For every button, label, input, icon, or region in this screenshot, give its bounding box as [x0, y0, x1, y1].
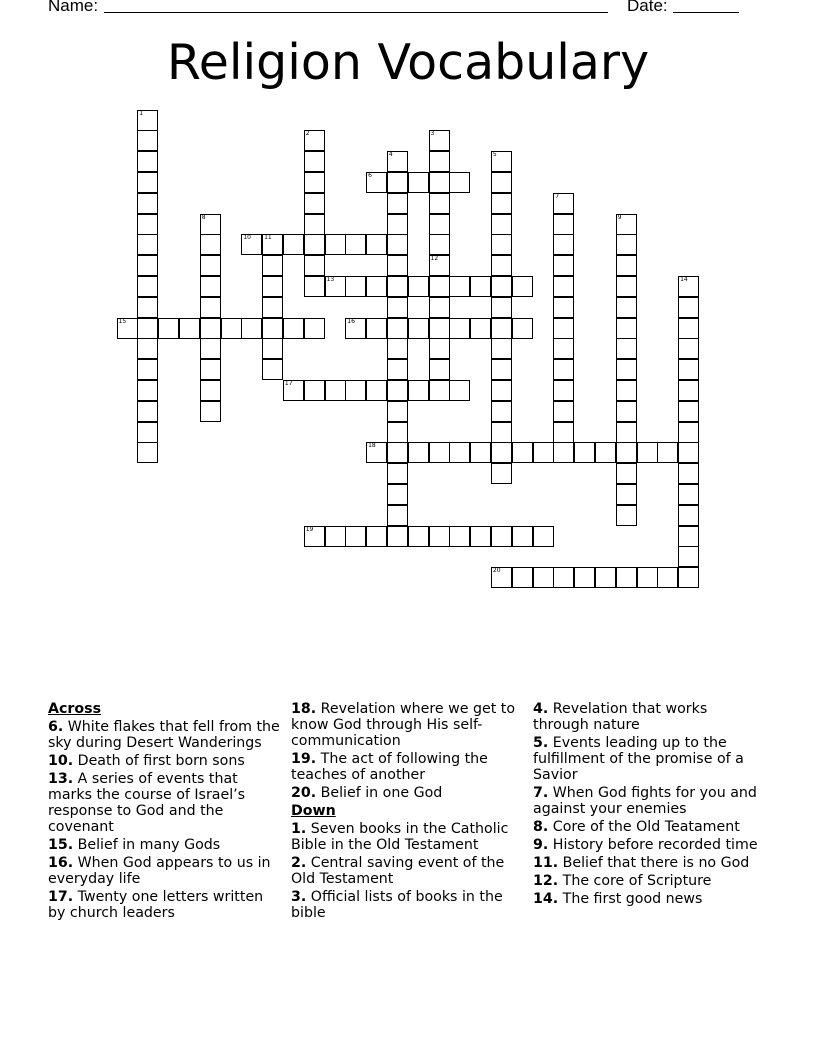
grid-cell[interactable]	[200, 255, 221, 276]
grid-cell[interactable]	[429, 255, 450, 276]
grid-cell[interactable]	[553, 359, 574, 380]
grid-cell[interactable]	[429, 214, 450, 235]
clue-number: 6.	[48, 719, 64, 735]
clue-item	[533, 785, 765, 817]
grid-cell[interactable]	[429, 338, 450, 359]
clue-text: Belief in many Gods	[77, 837, 221, 853]
grid-cell[interactable]	[158, 318, 179, 339]
grid-cell[interactable]	[657, 442, 678, 463]
grid-cell[interactable]	[325, 526, 346, 547]
cell-number: 17	[284, 379, 293, 387]
clue-text: The first good news	[562, 891, 703, 907]
grid-cell[interactable]	[616, 463, 637, 484]
date-label: Date:	[627, 0, 668, 15]
grid-cell[interactable]	[366, 526, 387, 547]
grid-cell[interactable]	[512, 276, 533, 297]
grid-cell[interactable]	[387, 463, 408, 484]
grid-cell[interactable]	[137, 338, 158, 359]
grid-cell[interactable]	[637, 442, 658, 463]
grid-cell[interactable]	[429, 172, 450, 193]
grid-cell[interactable]	[678, 297, 699, 318]
cell-number: 4	[388, 151, 393, 159]
grid-cell[interactable]	[616, 567, 637, 588]
cell-number: 9	[617, 213, 622, 221]
grid-cell[interactable]	[408, 172, 429, 193]
grid-cell[interactable]	[429, 130, 450, 151]
grid-cell[interactable]	[137, 172, 158, 193]
grid-cell[interactable]	[387, 318, 408, 339]
clue-item	[291, 701, 523, 749]
grid-cell[interactable]	[533, 526, 554, 547]
clue-item	[533, 819, 765, 835]
grid-cell[interactable]	[387, 193, 408, 214]
grid-cell[interactable]	[283, 318, 304, 339]
clues-column-3	[533, 701, 765, 909]
cell-number: 1	[139, 109, 144, 117]
grid-cell[interactable]	[366, 318, 387, 339]
grid-cell[interactable]	[678, 463, 699, 484]
grid-cell[interactable]	[470, 276, 491, 297]
grid-cell[interactable]	[512, 567, 533, 588]
grid-cell[interactable]	[241, 234, 262, 255]
cell-number: 19	[305, 525, 314, 533]
grid-cell[interactable]	[387, 380, 408, 401]
grid-cell[interactable]	[616, 505, 637, 526]
grid-cell[interactable]	[553, 318, 574, 339]
grid-cell[interactable]	[387, 526, 408, 547]
grid-cell[interactable]	[345, 318, 366, 339]
clue-item	[291, 751, 523, 783]
clue-number: 9.	[533, 837, 549, 853]
clue-text: Belief in one God	[320, 785, 443, 801]
grid-cell[interactable]	[429, 276, 450, 297]
clue-text: Revelation that works through nature	[533, 701, 708, 733]
grid-cell[interactable]	[408, 380, 429, 401]
grid-cell[interactable]	[137, 130, 158, 151]
clue-text: A series of events that marks the course of Israel’s response to God and the covenant	[48, 771, 246, 835]
grid-cell[interactable]	[429, 526, 450, 547]
grid-cell[interactable]	[678, 526, 699, 547]
grid-cell[interactable]	[137, 297, 158, 318]
grid-cell[interactable]	[678, 546, 699, 567]
grid-cell[interactable]	[137, 276, 158, 297]
grid-cell[interactable]	[304, 255, 325, 276]
clue-number: 4.	[533, 701, 549, 717]
clue-item	[291, 889, 523, 921]
grid-cell[interactable]	[553, 442, 574, 463]
grid-cell[interactable]	[304, 526, 325, 547]
clue-number: 12.	[533, 873, 559, 889]
grid-cell[interactable]	[304, 214, 325, 235]
clue-item	[533, 873, 765, 889]
grid-cell[interactable]	[616, 255, 637, 276]
grid-cell[interactable]	[387, 422, 408, 443]
grid-cell[interactable]	[678, 276, 699, 297]
grid-cell[interactable]	[678, 442, 699, 463]
grid-cell[interactable]	[491, 567, 512, 588]
grid-cell[interactable]	[616, 422, 637, 443]
grid-cell[interactable]	[491, 380, 512, 401]
clue-item	[48, 889, 280, 921]
grid-cell[interactable]	[200, 401, 221, 422]
cell-number: 14	[680, 275, 688, 283]
grid-cell[interactable]	[200, 359, 221, 380]
grid-cell[interactable]	[533, 442, 554, 463]
grid-cell[interactable]	[616, 338, 637, 359]
grid-cell[interactable]	[616, 234, 637, 255]
clue-text: Twenty one letters written by church leaders	[48, 889, 264, 921]
grid-cell[interactable]	[491, 172, 512, 193]
cell-number: 16	[347, 317, 355, 325]
grid-cell[interactable]	[512, 526, 533, 547]
grid-cell[interactable]	[657, 567, 678, 588]
grid-cell[interactable]	[137, 193, 158, 214]
clue-item	[291, 821, 523, 853]
grid-cell[interactable]	[366, 172, 387, 193]
down-heading: Down	[291, 803, 336, 819]
grid-cell[interactable]	[366, 276, 387, 297]
clue-text: Core of the Old Teatament	[552, 819, 740, 835]
clue-item	[48, 753, 280, 769]
clue-number: 7.	[533, 785, 549, 801]
grid-cell[interactable]	[200, 214, 221, 235]
grid-cell[interactable]	[429, 151, 450, 172]
grid-cell[interactable]	[137, 380, 158, 401]
cell-number: 5	[492, 151, 497, 159]
grid-cell[interactable]	[616, 318, 637, 339]
grid-cell[interactable]	[200, 276, 221, 297]
grid-cell[interactable]	[491, 214, 512, 235]
grid-cell[interactable]	[137, 110, 158, 131]
grid-cell[interactable]	[387, 338, 408, 359]
grid-cell[interactable]	[262, 318, 283, 339]
grid-cell[interactable]	[553, 255, 574, 276]
grid-cell[interactable]	[200, 380, 221, 401]
grid-cell[interactable]	[304, 380, 325, 401]
grid-cell[interactable]	[678, 401, 699, 422]
cell-number: 8	[201, 213, 206, 221]
grid-cell[interactable]	[449, 526, 470, 547]
clue-text: Death of first born sons	[77, 753, 245, 769]
grid-cell[interactable]	[408, 276, 429, 297]
clue-text: Belief that there is no God	[562, 855, 750, 871]
clue-text: White flakes that fell from the sky during Desert Wanderings	[48, 719, 280, 751]
grid-cell[interactable]	[241, 318, 262, 339]
grid-cell[interactable]	[262, 276, 283, 297]
grid-cell[interactable]	[429, 234, 450, 255]
grid-cell[interactable]	[304, 172, 325, 193]
grid-cell[interactable]	[408, 318, 429, 339]
grid-cell[interactable]	[345, 276, 366, 297]
grid-cell[interactable]	[200, 234, 221, 255]
clue-number: 2.	[291, 855, 307, 871]
clue-text: The act of following the teaches of another	[291, 751, 488, 783]
grid-cell[interactable]	[533, 567, 554, 588]
grid-cell[interactable]	[304, 151, 325, 172]
grid-cell[interactable]	[491, 255, 512, 276]
grid-cell[interactable]	[387, 401, 408, 422]
grid-cell[interactable]	[304, 193, 325, 214]
grid-cell[interactable]	[678, 505, 699, 526]
grid-cell[interactable]	[387, 297, 408, 318]
clue-text: Seven books in the Catholic Bible in the Old Testament	[291, 821, 509, 853]
clue-number: 8.	[533, 819, 549, 835]
clue-item	[48, 771, 280, 835]
grid-cell[interactable]	[512, 442, 533, 463]
grid-cell[interactable]	[429, 359, 450, 380]
grid-cell[interactable]	[616, 442, 637, 463]
clue-text: Events leading up to the fulfillment of the promise of a Savior	[533, 735, 744, 783]
cell-number: 11	[264, 234, 272, 242]
puzzle-title: Religion Vocabulary	[166, 34, 650, 91]
grid-cell[interactable]	[262, 255, 283, 276]
cell-number: 13	[326, 275, 335, 283]
grid-cell[interactable]	[449, 442, 470, 463]
grid-cell[interactable]	[137, 422, 158, 443]
grid-cell[interactable]	[387, 234, 408, 255]
grid-cell[interactable]	[262, 359, 283, 380]
grid-cell[interactable]	[262, 297, 283, 318]
clue-number: 19.	[291, 751, 317, 767]
clue-text: When God fights for you and against your enemies	[533, 785, 757, 817]
grid-cell[interactable]	[200, 338, 221, 359]
clue-number: 11.	[533, 855, 559, 871]
grid-cell[interactable]	[637, 567, 658, 588]
grid-cell[interactable]	[616, 214, 637, 235]
grid-cell[interactable]	[408, 526, 429, 547]
grid-cell[interactable]	[553, 297, 574, 318]
grid-cell[interactable]	[345, 380, 366, 401]
cell-number: 10	[243, 234, 251, 242]
grid-cell[interactable]	[345, 526, 366, 547]
grid-cell[interactable]	[512, 318, 533, 339]
across-heading: Across	[48, 701, 102, 717]
grid-cell[interactable]	[137, 214, 158, 235]
grid-cell[interactable]	[470, 442, 491, 463]
grid-cell[interactable]	[616, 297, 637, 318]
cell-number: 12	[430, 255, 439, 263]
grid-cell[interactable]	[200, 297, 221, 318]
clue-item	[48, 855, 280, 887]
grid-cell[interactable]	[262, 234, 283, 255]
grid-cell[interactable]	[553, 401, 574, 422]
grid-cell[interactable]	[137, 255, 158, 276]
clues-column-2	[291, 701, 523, 923]
grid-cell[interactable]	[574, 567, 595, 588]
clue-number: 20.	[291, 785, 317, 801]
grid-cell[interactable]	[387, 442, 408, 463]
clue-text: Central saving event of the Old Testament	[291, 855, 505, 887]
grid-cell[interactable]	[574, 442, 595, 463]
grid-cell[interactable]	[491, 318, 512, 339]
grid-cell[interactable]	[325, 234, 346, 255]
cell-number: 6	[368, 171, 372, 179]
clue-item	[48, 837, 280, 853]
name-label: Name:	[48, 0, 99, 15]
grid-cell[interactable]	[304, 234, 325, 255]
grid-cell[interactable]	[595, 442, 616, 463]
grid-cell[interactable]	[616, 359, 637, 380]
grid-cell[interactable]	[616, 380, 637, 401]
grid-cell[interactable]	[387, 151, 408, 172]
grid-cell[interactable]	[366, 442, 387, 463]
grid-cell[interactable]	[449, 172, 470, 193]
clue-number: 17.	[48, 889, 74, 905]
clue-item	[533, 701, 765, 733]
grid-cell[interactable]	[387, 505, 408, 526]
grid-cell[interactable]	[283, 234, 304, 255]
grid-cell[interactable]	[491, 422, 512, 443]
grid-cell[interactable]	[137, 318, 158, 339]
grid-cell[interactable]	[429, 318, 450, 339]
clues-column-1	[48, 701, 280, 923]
clue-item	[533, 837, 765, 853]
cell-number: 18	[368, 442, 376, 450]
clue-text: When God appears to us in everyday life	[48, 855, 271, 887]
grid-cell[interactable]	[678, 359, 699, 380]
cell-number: 3	[430, 130, 435, 138]
grid-cell[interactable]	[283, 380, 304, 401]
grid-cell[interactable]	[595, 567, 616, 588]
grid-cell[interactable]	[491, 338, 512, 359]
clue-item	[291, 855, 523, 887]
grid-cell[interactable]	[553, 422, 574, 443]
clue-item	[48, 719, 280, 751]
clue-item	[533, 735, 765, 783]
grid-cell[interactable]	[491, 234, 512, 255]
cell-number: 2	[305, 130, 310, 138]
grid-cell[interactable]	[429, 380, 450, 401]
grid-cell[interactable]	[491, 526, 512, 547]
grid-cell[interactable]	[366, 234, 387, 255]
grid-cell[interactable]	[345, 234, 366, 255]
grid-cell[interactable]	[491, 151, 512, 172]
clue-number: 16.	[48, 855, 74, 871]
grid-cell[interactable]	[137, 401, 158, 422]
clue-number: 15.	[48, 837, 74, 853]
grid-cell[interactable]	[678, 318, 699, 339]
cell-number: 20	[492, 567, 501, 575]
grid-cell[interactable]	[429, 193, 450, 214]
grid-cell[interactable]	[304, 318, 325, 339]
grid-cell[interactable]	[262, 338, 283, 359]
grid-cell[interactable]	[304, 276, 325, 297]
clue-item	[533, 891, 765, 907]
grid-cell[interactable]	[408, 442, 429, 463]
grid-cell[interactable]	[387, 276, 408, 297]
grid-cell[interactable]	[491, 463, 512, 484]
cell-number: 7	[555, 192, 560, 200]
grid-cell[interactable]	[553, 567, 574, 588]
cell-number: 15	[118, 317, 127, 325]
grid-cell[interactable]	[387, 255, 408, 276]
grid-cell[interactable]	[137, 234, 158, 255]
grid-cell[interactable]	[678, 567, 699, 588]
grid-cell[interactable]	[325, 276, 346, 297]
grid-cell[interactable]	[678, 484, 699, 505]
grid-cell[interactable]	[429, 297, 450, 318]
clue-number: 18.	[291, 701, 317, 717]
grid-cell[interactable]	[553, 276, 574, 297]
clue-number: 13.	[48, 771, 74, 787]
clue-text: Revelation where we get to know God through His self-communication	[291, 701, 516, 749]
grid-cell[interactable]	[553, 338, 574, 359]
grid-cell[interactable]	[387, 359, 408, 380]
grid-cell[interactable]	[616, 484, 637, 505]
grid-cell[interactable]	[429, 442, 450, 463]
grid-cell[interactable]	[387, 172, 408, 193]
grid-cell[interactable]	[616, 401, 637, 422]
grid-cell[interactable]	[678, 380, 699, 401]
grid-cell[interactable]	[200, 318, 221, 339]
clue-number: 1.	[291, 821, 307, 837]
grid-cell[interactable]	[491, 359, 512, 380]
grid-cell[interactable]	[304, 130, 325, 151]
clue-item	[291, 785, 523, 801]
clue-number: 5.	[533, 735, 549, 751]
grid-cell[interactable]	[470, 526, 491, 547]
grid-cell[interactable]	[325, 380, 346, 401]
grid-cell[interactable]	[366, 380, 387, 401]
grid-cell[interactable]	[137, 151, 158, 172]
grid-cell[interactable]	[553, 214, 574, 235]
grid-cell[interactable]	[491, 297, 512, 318]
grid-cell[interactable]	[491, 276, 512, 297]
grid-cell[interactable]	[221, 318, 242, 339]
grid-cell[interactable]	[387, 214, 408, 235]
grid-cell[interactable]	[553, 193, 574, 214]
grid-cell[interactable]	[491, 442, 512, 463]
clue-number: 3.	[291, 889, 307, 905]
grid-cell[interactable]	[449, 276, 470, 297]
grid-cell[interactable]	[449, 318, 470, 339]
grid-cell[interactable]	[616, 276, 637, 297]
clue-text: The core of Scripture	[562, 873, 712, 889]
grid-cell[interactable]	[678, 338, 699, 359]
grid-cell[interactable]	[491, 401, 512, 422]
grid-cell[interactable]	[553, 234, 574, 255]
grid-cell[interactable]	[117, 318, 138, 339]
clue-text: History before recorded time	[552, 837, 758, 853]
grid-cell[interactable]	[470, 318, 491, 339]
clue-text: Official lists of books in the bible	[291, 889, 503, 921]
clue-item	[533, 855, 765, 871]
grid-cell[interactable]	[137, 359, 158, 380]
grid-cell[interactable]	[678, 422, 699, 443]
grid-cell[interactable]	[491, 193, 512, 214]
clue-number: 14.	[533, 891, 559, 907]
grid-cell[interactable]	[449, 380, 470, 401]
grid-cell[interactable]	[387, 484, 408, 505]
clue-number: 10.	[48, 753, 74, 769]
grid-cell[interactable]	[553, 380, 574, 401]
grid-cell[interactable]	[137, 442, 158, 463]
grid-cell[interactable]	[179, 318, 200, 339]
